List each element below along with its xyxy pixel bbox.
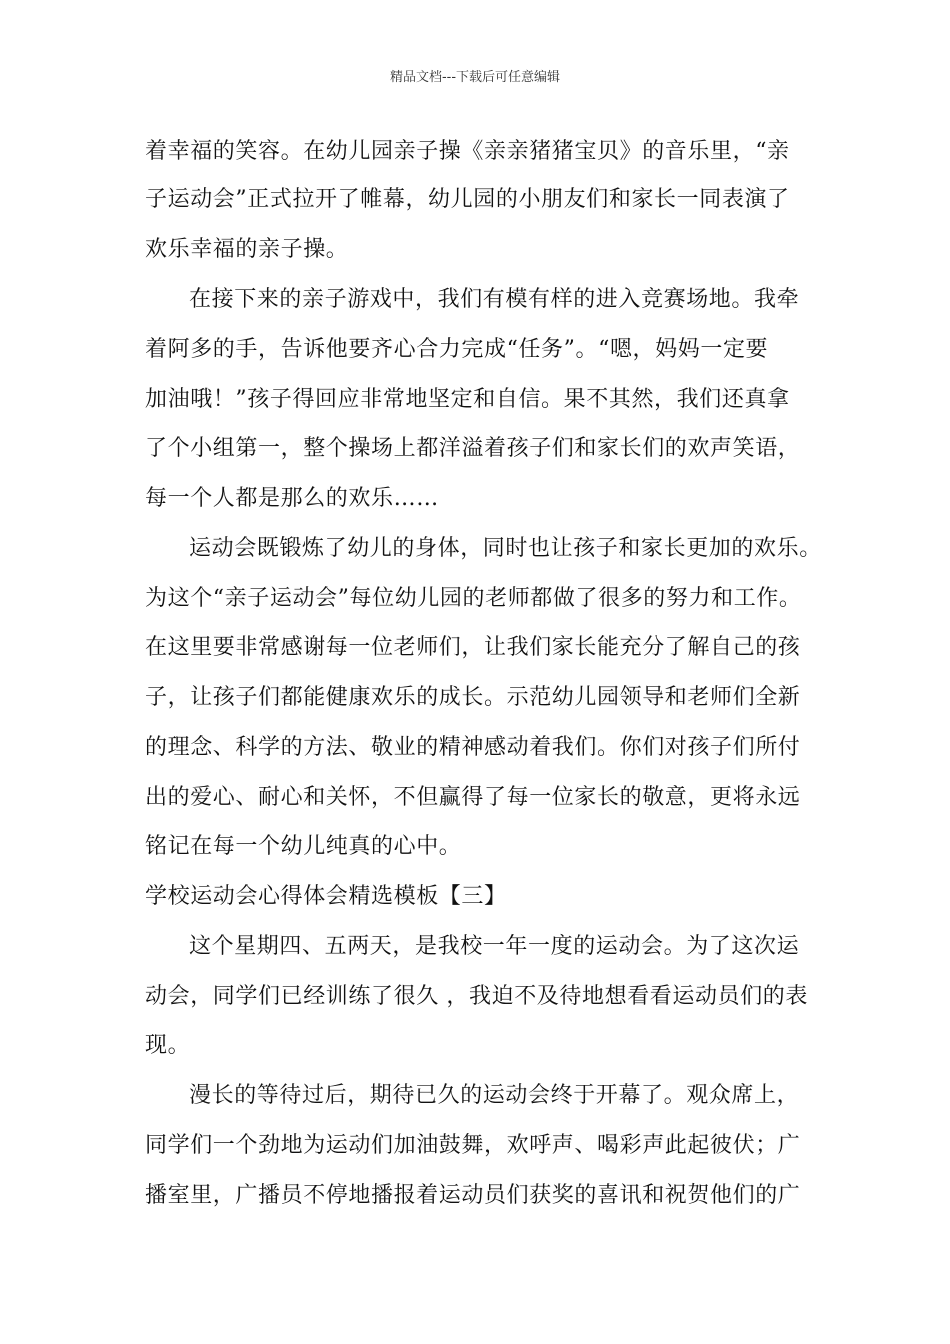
text-line: 着阿多的手，告诉他要齐心合力完成“任务”。“嗯，妈妈一定要	[145, 337, 769, 362]
paragraph-first-line: 运动会既锻炼了幼儿的身体，同时也让孩子和家长更加的欢乐。	[189, 536, 822, 561]
text-line: 了个小组第一，整个操场上都洋溢着孩子们和家长们的欢声笑语，	[145, 436, 801, 461]
paragraph-first-line: 这个星期四、五两天，是我校一年一度的运动会。为了这次运	[189, 934, 800, 959]
text-line: 为这个“亲子运动会”每位幼儿园的老师都做了很多的努力和工作。	[145, 586, 802, 611]
text-line: 欢乐幸福的亲子操。	[145, 237, 349, 262]
text-line: 在这里要非常感谢每一位老师们，让我们家长能充分了解自己的孩	[145, 635, 801, 660]
text-line: 子，让孩子们都能健康欢乐的成长。示范幼儿园领导和老师们全新	[145, 685, 801, 710]
text-line: 播室里，广播员不停地播报着运动员们获奖的喜讯和祝贺他们的广	[145, 1183, 801, 1208]
text-line: 现。	[145, 1033, 191, 1058]
text-line: 的理念、科学的方法、敬业的精神感动着我们。你们对孩子们所付	[145, 735, 801, 760]
text-line: 动会，同学们已经训练了很久 ，我迫不及待地想看看运动员们的表	[145, 984, 808, 1009]
text-line: 着幸福的笑容。在幼儿园亲子操《亲亲猪猪宝贝》的音乐里，“亲	[145, 139, 790, 164]
section-heading: 学校运动会心得体会精选模板【三】	[145, 884, 507, 909]
paragraph-first-line: 在接下来的亲子游戏中，我们有模有样的进入竞赛场地。我牵	[189, 287, 800, 312]
text-line: 出的爱心、耐心和关怀，不但赢得了每一位家长的敬意，更将永远	[145, 785, 801, 810]
text-line: 加油哦！”孩子得回应非常地坚定和自信。果不其然，我们还真拿	[145, 387, 790, 412]
text-line: 子运动会”正式拉开了帷幕，幼儿园的小朋友们和家长一同表演了	[145, 187, 790, 212]
paragraph-first-line: 漫长的等待过后，期待已久的运动会终于开幕了。观众席上，	[189, 1083, 800, 1108]
text-line: 铭记在每一个幼儿纯真的心中。	[145, 834, 462, 859]
text-line: 同学们一个劲地为运动们加油鼓舞，欢呼声、喝彩声此起彼伏；广	[145, 1133, 801, 1158]
page-header: 精品文档---下载后可任意编辑	[389, 70, 561, 85]
text-line: 每一个人都是那么的欢乐……	[145, 486, 439, 511]
